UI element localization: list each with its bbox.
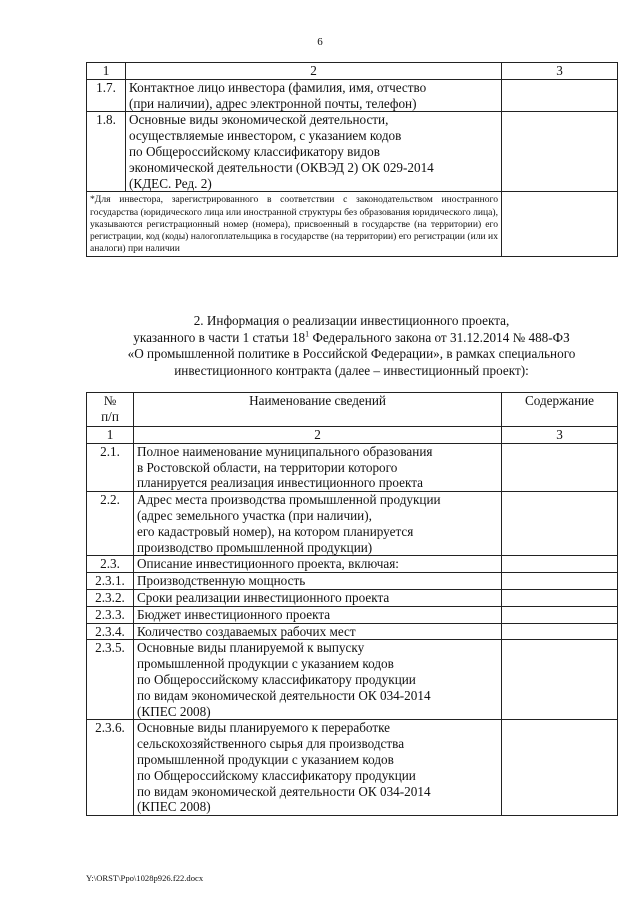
row-number: 2.3. bbox=[87, 556, 134, 573]
row-number: 2.3.4. bbox=[87, 623, 134, 640]
row-content-cell[interactable] bbox=[502, 623, 618, 640]
row-number: 1.7. bbox=[87, 79, 126, 112]
footnote: *Для инвестора, зарегистрированного в соответствии с законодательством иностранного государства (юридического лица или иностранной структуры без образования юридического лица), указываются регистрационный номер (номера), присвоенный в государстве (на территории) его регистрации, код (коды) налогоплательщика в государстве (на территории) его регистрации (или их аналоги) при наличии bbox=[87, 192, 502, 257]
row-description: Основные виды планируемого к переработке сельскохозяйственного сырья для производства промышленной продукции с указанием кодов по Общероссийскому классификатору продукции по видам экономической деятельности ОК 034-2014 (КПЕС 2008) bbox=[134, 720, 502, 816]
row-description: Контактное лицо инвестора (фамилия, имя, отчество (при наличии), адрес электронной почты, телефон) bbox=[126, 79, 502, 112]
row-content-cell[interactable] bbox=[502, 556, 618, 573]
row-description: Описание инвестиционного проекта, включая: bbox=[134, 556, 502, 573]
col-number-1: 1 bbox=[87, 63, 126, 80]
row-content-cell[interactable] bbox=[502, 443, 618, 491]
table-row bbox=[87, 112, 618, 192]
row-content-cell[interactable] bbox=[502, 492, 618, 556]
row-content-cell[interactable] bbox=[502, 606, 618, 623]
row-description: Адрес места производства промышленной продукции (адрес земельного участка (при наличии), его кадастровый номер), на котором планируется производство промышленной продукции) bbox=[134, 492, 502, 556]
row-content-cell[interactable] bbox=[502, 589, 618, 606]
col-number-3: 3 bbox=[502, 427, 618, 444]
row-description: Основные виды планируемой к выпуску промышленной продукции с указанием кодов по Общероссийскому классификатору продукции по видам экономической деятельности ОК 034-2014 (КПЕС 2008) bbox=[134, 640, 502, 720]
col-number-3: 3 bbox=[502, 63, 618, 80]
row-number: 2.1. bbox=[87, 443, 134, 491]
row-content-cell[interactable] bbox=[502, 79, 618, 112]
row-description: Полное наименование муниципального образования в Ростовской области, на территории которого планируется реализация инвестиционного проекта bbox=[134, 443, 502, 491]
table-header-row bbox=[87, 63, 618, 80]
footnote-row bbox=[87, 192, 618, 257]
table-row bbox=[87, 606, 618, 623]
row-number: 1.8. bbox=[87, 112, 126, 192]
table-row bbox=[87, 443, 618, 491]
applicant-info-table bbox=[86, 62, 618, 257]
row-description: Основные виды экономической деятельности, осуществляемые инвестором, с указанием кодов по Общероссийскому классификатору видов экономической деятельности (ОКВЭД 2) ОК 029-2014 (КДЕС. Ред. 2) bbox=[126, 112, 502, 192]
page-number: 6 bbox=[317, 36, 323, 48]
table-row bbox=[87, 79, 618, 112]
row-content-cell[interactable] bbox=[502, 640, 618, 720]
table-row bbox=[87, 623, 618, 640]
col-number-2: 2 bbox=[134, 427, 502, 444]
row-description: Сроки реализации инвестиционного проекта bbox=[134, 589, 502, 606]
row-number: 2.3.2. bbox=[87, 589, 134, 606]
footnote-empty-cell bbox=[502, 192, 618, 257]
row-description: Количество создаваемых рабочих мест bbox=[134, 623, 502, 640]
header-name: Наименование сведений bbox=[134, 393, 502, 427]
header-content: Содержание bbox=[502, 393, 618, 427]
table-numbering-row bbox=[87, 427, 618, 444]
row-description: Бюджет инвестиционного проекта bbox=[134, 606, 502, 623]
table-row bbox=[87, 492, 618, 556]
table-header-row bbox=[87, 393, 618, 427]
file-path-footer: Y:\ORST\Ppo\1028p926.f22.docx bbox=[86, 873, 204, 883]
table-row bbox=[87, 720, 618, 816]
col-number-1: 1 bbox=[87, 427, 134, 444]
row-description: Производственную мощность bbox=[134, 573, 502, 590]
row-number: 2.3.1. bbox=[87, 573, 134, 590]
row-content-cell[interactable] bbox=[502, 573, 618, 590]
section-2-heading: 2. Информация о реализации инвестиционного проекта, указанного в части 1 статьи $18^1$ Федерального закона от 31.12.2014 № 488-ФЗ «О промышленной политике в Российской Федерации», в рамках специального инвестиционного контракта (далее – инвестиционный проект): bbox=[127, 313, 576, 378]
table-row bbox=[87, 640, 618, 720]
table-row bbox=[87, 556, 618, 573]
col-number-2: 2 bbox=[126, 63, 502, 80]
row-number: 2.2. bbox=[87, 492, 134, 556]
header-number: № п/п bbox=[87, 393, 134, 427]
row-number: 2.3.5. bbox=[87, 640, 134, 720]
row-content-cell[interactable] bbox=[502, 112, 618, 192]
table-row bbox=[87, 589, 618, 606]
row-number: 2.3.6. bbox=[87, 720, 134, 816]
table-row bbox=[87, 573, 618, 590]
investment-project-table bbox=[86, 392, 618, 816]
row-content-cell[interactable] bbox=[502, 720, 618, 816]
row-number: 2.3.3. bbox=[87, 606, 134, 623]
